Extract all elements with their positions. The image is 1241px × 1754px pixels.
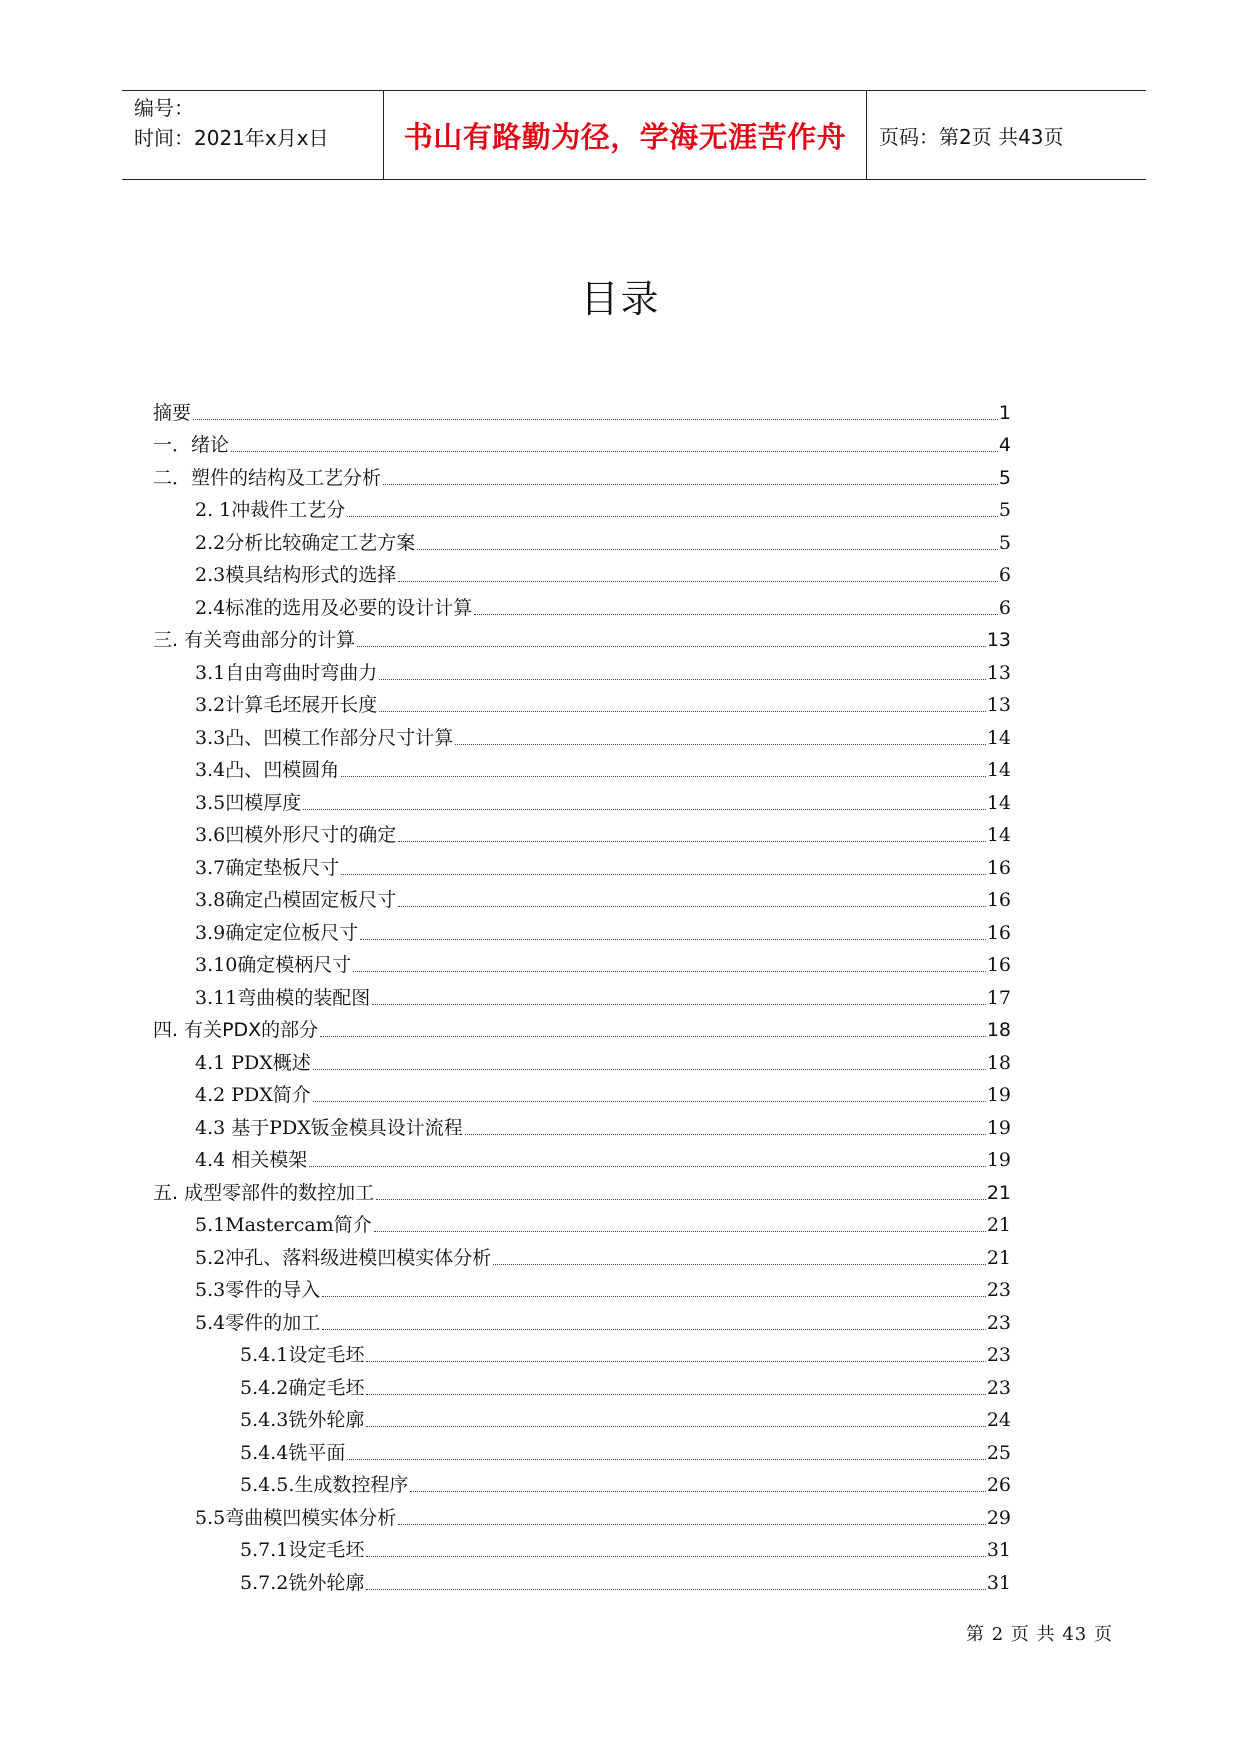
toc-entry-page: 4 bbox=[998, 434, 1011, 456]
toc-entry-page: 18 bbox=[986, 1019, 1011, 1041]
toc-entry-page: 16 bbox=[986, 954, 1011, 976]
toc-entry-title: 5.1Mastercam简介 bbox=[195, 1214, 372, 1236]
toc-entry-title: 3.8确定凸模固定板尺寸 bbox=[195, 889, 397, 911]
toc-dot-leader bbox=[303, 809, 986, 810]
toc-entry-page: 19 bbox=[986, 1116, 1011, 1139]
toc-entry[interactable] bbox=[153, 587, 1011, 620]
toc-entry-title: 5.4.5.生成数控程序 bbox=[240, 1474, 409, 1496]
toc-entry[interactable] bbox=[153, 977, 1011, 1010]
toc-entry[interactable] bbox=[153, 750, 1011, 783]
toc-entry-title: 5.4.1设定毛坯 bbox=[240, 1344, 365, 1366]
toc-dot-leader bbox=[193, 419, 998, 420]
toc-entry[interactable] bbox=[153, 1237, 1011, 1270]
toc-dot-leader bbox=[366, 1589, 985, 1590]
toc-entry[interactable] bbox=[153, 522, 1011, 555]
toc-entry-title: 2.4标准的选用及必要的设计计算 bbox=[195, 596, 473, 619]
toc-entry-page: 14 bbox=[986, 759, 1011, 781]
toc-entry[interactable] bbox=[153, 1562, 1011, 1595]
page-title: 目录 bbox=[580, 277, 661, 321]
toc-entry-title: 4.3 基于PDX钣金模具设计流程 bbox=[195, 1116, 463, 1139]
toc-dot-leader bbox=[366, 1556, 985, 1557]
toc-dot-leader bbox=[398, 581, 998, 582]
toc-entry-title: 2.2分析比较确定工艺方案 bbox=[195, 531, 416, 554]
toc-dot-leader bbox=[309, 1166, 986, 1167]
toc-entry[interactable] bbox=[153, 1205, 1011, 1238]
toc-entry[interactable] bbox=[153, 815, 1011, 848]
toc-entry-title: 3.7确定垫板尺寸 bbox=[195, 856, 340, 879]
toc-entry[interactable] bbox=[153, 1400, 1011, 1433]
toc-entry-page: 16 bbox=[986, 856, 1011, 879]
toc-entry-page: 13 bbox=[986, 661, 1011, 684]
toc-entry[interactable] bbox=[153, 717, 1011, 750]
toc-entry-page: 13 bbox=[986, 694, 1011, 716]
toc-entry-title: 2.3模具结构形式的选择 bbox=[195, 564, 397, 586]
toc-dot-leader bbox=[353, 971, 986, 972]
toc-entry-page: 6 bbox=[998, 596, 1011, 619]
toc-entry-title: 3.3凸、凹模工作部分尺寸计算 bbox=[195, 726, 454, 749]
toc-entry[interactable] bbox=[153, 1465, 1011, 1498]
toc-entry-title: 2. 1冲裁件工艺分 bbox=[195, 499, 346, 521]
toc-entry[interactable] bbox=[153, 1302, 1011, 1335]
page-header bbox=[122, 90, 1146, 180]
toc-entry-title: 4.4 相关模架 bbox=[195, 1149, 308, 1171]
document-number-label: 编号： bbox=[134, 96, 194, 120]
toc-entry-title: 3.4凸、凹模圆角 bbox=[195, 759, 340, 781]
toc-dot-leader bbox=[366, 1394, 985, 1395]
toc-entry-title: 4.2 PDX简介 bbox=[195, 1084, 311, 1106]
toc-entry[interactable] bbox=[153, 847, 1011, 880]
toc-entry[interactable] bbox=[153, 652, 1011, 685]
toc-entry-title: 一．绪论 bbox=[153, 434, 230, 456]
toc-entry-title: 二．塑件的结构及工艺分析 bbox=[153, 466, 382, 489]
toc-entry[interactable] bbox=[153, 1432, 1011, 1465]
toc-entry-title: 3.6凹模外形尺寸的确定 bbox=[195, 824, 397, 846]
toc-entry-page: 19 bbox=[986, 1149, 1011, 1171]
toc-entry[interactable] bbox=[153, 1497, 1011, 1530]
toc-entry[interactable] bbox=[153, 945, 1011, 978]
toc-entry-page: 21 bbox=[986, 1246, 1011, 1269]
toc-entry[interactable] bbox=[153, 1107, 1011, 1140]
toc-entry[interactable] bbox=[153, 1140, 1011, 1173]
toc-entry[interactable] bbox=[153, 1075, 1011, 1108]
toc-entry-page: 1 bbox=[998, 401, 1011, 424]
toc-entry-title: 5.7.2铣外轮廓 bbox=[240, 1571, 365, 1594]
toc-entry-title: 四. 有关PDX的部分 bbox=[153, 1019, 319, 1041]
toc-dot-leader bbox=[374, 1231, 986, 1232]
toc-entry-page: 16 bbox=[986, 921, 1011, 944]
toc-dot-leader bbox=[474, 614, 998, 615]
toc-entry-page: 29 bbox=[986, 1506, 1011, 1529]
toc-entry-page: 23 bbox=[986, 1376, 1011, 1399]
toc-dot-leader bbox=[398, 841, 986, 842]
toc-entry[interactable] bbox=[153, 457, 1011, 490]
toc-entry-title: 摘要 bbox=[153, 401, 192, 424]
toc-entry-page: 5 bbox=[998, 531, 1011, 554]
toc-dot-leader bbox=[379, 711, 986, 712]
toc-entry[interactable] bbox=[153, 1335, 1011, 1368]
toc-entry[interactable] bbox=[153, 1042, 1011, 1075]
toc-entry-title: 3.11弯曲模的装配图 bbox=[195, 986, 371, 1009]
toc-entry[interactable] bbox=[153, 1367, 1011, 1400]
header-motto: 书山有路勤为径，学海无涯苦作舟 bbox=[383, 91, 867, 179]
toc-entry-title: 3.9确定定位板尺寸 bbox=[195, 921, 359, 944]
toc-entry[interactable] bbox=[153, 555, 1011, 588]
toc-entry[interactable] bbox=[153, 1010, 1011, 1043]
toc-dot-leader bbox=[320, 1036, 986, 1037]
header-page-label: 页码：第2页 共43页 bbox=[879, 124, 1064, 149]
toc-dot-leader bbox=[366, 1361, 985, 1362]
toc-entry[interactable] bbox=[153, 392, 1011, 425]
toc-entry-page: 24 bbox=[986, 1409, 1011, 1431]
toc-dot-leader bbox=[360, 939, 986, 940]
toc-entry-title: 5.4零件的加工 bbox=[195, 1311, 321, 1334]
toc-dot-leader bbox=[493, 1264, 986, 1265]
toc-dot-leader bbox=[379, 679, 986, 680]
toc-entry-title: 3.5凹模厚度 bbox=[195, 791, 302, 814]
toc-dot-leader bbox=[417, 549, 998, 550]
toc-dot-leader bbox=[465, 1134, 986, 1135]
toc-dot-leader bbox=[231, 451, 998, 452]
toc-entry[interactable] bbox=[153, 1270, 1011, 1303]
toc-entry-page: 14 bbox=[986, 726, 1011, 749]
document-date: 时间：2021年x月x日 bbox=[134, 126, 329, 150]
toc-entry-page: 21 bbox=[986, 1214, 1011, 1236]
toc-entry-page: 31 bbox=[986, 1571, 1011, 1594]
toc-dot-leader bbox=[372, 1004, 986, 1005]
toc-entry-page: 26 bbox=[986, 1474, 1011, 1496]
toc-dot-leader bbox=[313, 1101, 986, 1102]
toc-entry-title: 5.4.4铣平面 bbox=[240, 1441, 346, 1464]
toc-entry-title: 3.2计算毛坯展开长度 bbox=[195, 694, 378, 716]
page-footer: 第 2 页 共 43 页 bbox=[966, 1624, 1113, 1645]
toc-entry-page: 14 bbox=[986, 791, 1011, 814]
toc-entry[interactable] bbox=[153, 1530, 1011, 1563]
toc-dot-leader bbox=[347, 1459, 985, 1460]
toc-entry-page: 23 bbox=[986, 1279, 1011, 1301]
toc-dot-leader bbox=[410, 1491, 985, 1492]
toc-entry-page: 6 bbox=[998, 564, 1011, 586]
toc-dot-leader bbox=[313, 1069, 986, 1070]
toc-entry[interactable] bbox=[153, 880, 1011, 913]
toc-entry[interactable] bbox=[153, 782, 1011, 815]
toc-entry-title: 4.1 PDX概述 bbox=[195, 1051, 311, 1074]
toc-entry-title: 5.3零件的导入 bbox=[195, 1279, 321, 1301]
toc-entry-title: 5.4.3铣外轮廓 bbox=[240, 1409, 365, 1431]
toc-entry-title: 5.5弯曲模凹模实体分析 bbox=[195, 1506, 397, 1529]
toc-entry[interactable] bbox=[153, 490, 1011, 523]
toc-dot-leader bbox=[398, 906, 986, 907]
toc-dot-leader bbox=[376, 1199, 986, 1200]
toc-entry-page: 5 bbox=[998, 499, 1011, 521]
toc-entry-title: 3.10确定模柄尺寸 bbox=[195, 954, 352, 976]
toc-entry-page: 13 bbox=[986, 629, 1011, 651]
toc-entry[interactable] bbox=[153, 912, 1011, 945]
toc-dot-leader bbox=[341, 874, 986, 875]
toc-entry-page: 23 bbox=[986, 1344, 1011, 1366]
toc-entry[interactable] bbox=[153, 685, 1011, 718]
toc-entry-page: 5 bbox=[998, 466, 1011, 489]
header-left-cell bbox=[122, 91, 383, 179]
toc-entry-title: 5.4.2确定毛坯 bbox=[240, 1376, 365, 1399]
toc-dot-leader bbox=[366, 1426, 985, 1427]
table-of-contents bbox=[153, 392, 1011, 1595]
toc-entry-title: 三. 有关弯曲部分的计算 bbox=[153, 629, 356, 651]
toc-entry-page: 23 bbox=[986, 1311, 1011, 1334]
toc-dot-leader bbox=[347, 516, 998, 517]
toc-entry-title: 5.2冲孔、落料级进模凹模实体分析 bbox=[195, 1246, 492, 1269]
toc-entry-page: 31 bbox=[986, 1539, 1011, 1561]
toc-entry-title: 5.7.1设定毛坯 bbox=[240, 1539, 365, 1561]
toc-dot-leader bbox=[455, 744, 986, 745]
toc-dot-leader bbox=[357, 646, 986, 647]
toc-entry-page: 18 bbox=[986, 1051, 1011, 1074]
toc-dot-leader bbox=[398, 1524, 986, 1525]
toc-dot-leader bbox=[383, 484, 998, 485]
toc-entry-page: 14 bbox=[986, 824, 1011, 846]
toc-entry-page: 25 bbox=[986, 1441, 1011, 1464]
toc-entry[interactable] bbox=[153, 425, 1011, 458]
toc-dot-leader bbox=[322, 1329, 986, 1330]
toc-entry[interactable] bbox=[153, 620, 1011, 653]
toc-entry-page: 17 bbox=[986, 986, 1011, 1009]
toc-dot-leader bbox=[341, 776, 986, 777]
toc-entry[interactable] bbox=[153, 1172, 1011, 1205]
toc-entry-title: 3.1自由弯曲时弯曲力 bbox=[195, 661, 378, 684]
toc-dot-leader bbox=[322, 1296, 986, 1297]
toc-entry-title: 五. 成型零部件的数控加工 bbox=[153, 1181, 375, 1204]
toc-entry-page: 16 bbox=[986, 889, 1011, 911]
toc-entry-page: 19 bbox=[986, 1084, 1011, 1106]
toc-entry-page: 21 bbox=[986, 1181, 1011, 1204]
